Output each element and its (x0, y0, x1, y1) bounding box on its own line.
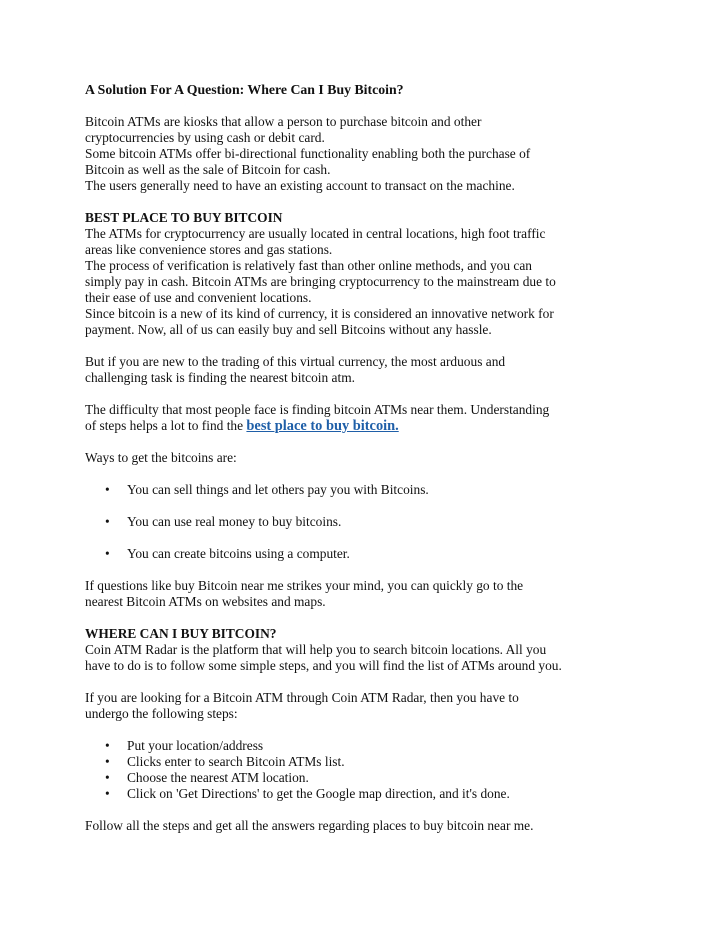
list-item (85, 514, 645, 530)
list-item (85, 738, 645, 754)
document-page (85, 82, 645, 850)
intro-line: cryptocurrencies by using cash or debit card. (85, 130, 325, 145)
bullet-icon: • (105, 738, 110, 753)
list-item (85, 482, 645, 498)
list-item-text: You can sell things and let others pay you with Bitcoins. (127, 482, 429, 497)
intro-line: Bitcoin ATMs are kiosks that allow a person to purchase bitcoin and other (85, 114, 482, 129)
questions-paragraph (85, 578, 645, 610)
list-item (85, 770, 645, 786)
where-line: Coin ATM Radar is the platform that will help you to search bitcoin locations. All you (85, 642, 547, 657)
difficulty-line-2 (85, 418, 645, 434)
difficulty-line: The difficulty that most people face is finding bitcoin ATMs near them. Understanding (85, 402, 550, 417)
bullet-icon: • (105, 770, 110, 785)
list-item (85, 786, 645, 802)
intro-paragraph (85, 114, 645, 194)
bullet-icon: • (105, 514, 110, 529)
list-item-text: Click on 'Get Directions' to get the Google map direction, and it's done. (127, 786, 510, 801)
where-section (85, 626, 645, 674)
list-item-text: Put your location/address (127, 738, 264, 753)
list-item-text: Choose the nearest ATM location. (127, 770, 309, 785)
list-item (85, 546, 645, 562)
questions-line: If questions like buy Bitcoin near me strikes your mind, you can quickly go to the (85, 578, 524, 593)
intro-line: Bitcoin as well as the sale of Bitcoin for cash. (85, 162, 331, 177)
best-place-line: their ease of use and convenient locations. (85, 290, 312, 305)
difficulty-paragraph (85, 402, 645, 434)
best-place-line: Since bitcoin is a new of its kind of currency, it is considered an innovative network for (85, 306, 554, 321)
bullet-icon: • (105, 754, 110, 769)
document-title: A Solution For A Question: Where Can I Buy Bitcoin? (85, 82, 404, 97)
intro-line: The users generally need to have an existing account to transact on the machine. (85, 178, 515, 193)
difficulty-prefix: of steps helps a lot to find the (85, 418, 247, 433)
best-place-line: The ATMs for cryptocurrency are usually located in central locations, high foot traffic (85, 226, 546, 241)
bullet-icon: • (105, 482, 110, 497)
list-item-text: You can create bitcoins using a computer. (127, 546, 350, 561)
best-place-line: simply pay in cash. Bitcoin ATMs are bringing cryptocurrency to the mainstream due to (85, 274, 556, 289)
best-place-section (85, 210, 645, 338)
steps-list (85, 738, 645, 802)
closing-paragraph: Follow all the steps and get all the answers regarding places to buy bitcoin near me. (85, 818, 534, 833)
new-trader-paragraph (85, 354, 645, 386)
bullet-icon: • (105, 546, 110, 561)
intro-line: Some bitcoin ATMs offer bi-directional functionality enabling both the purchase of (85, 146, 531, 161)
list-item (85, 754, 645, 770)
new-trader-line: challenging task is finding the nearest bitcoin atm. (85, 370, 355, 385)
list-item-text: You can use real money to buy bitcoins. (127, 514, 342, 529)
best-place-line: areas like convenience stores and gas stations. (85, 242, 333, 257)
ways-list (85, 482, 645, 562)
bullet-icon: • (105, 786, 110, 801)
where-heading: WHERE CAN I BUY BITCOIN? (85, 626, 277, 641)
best-place-heading: BEST PLACE TO BUY BITCOIN (85, 210, 283, 225)
looking-paragraph (85, 690, 645, 722)
questions-line: nearest Bitcoin ATMs on websites and maps. (85, 594, 326, 609)
new-trader-line: But if you are new to the trading of this virtual currency, the most arduous and (85, 354, 506, 369)
looking-line: If you are looking for a Bitcoin ATM through Coin ATM Radar, then you have to (85, 690, 519, 705)
best-place-line: payment. Now, all of us can easily buy and sell Bitcoins without any hassle. (85, 322, 492, 337)
best-place-line: The process of verification is relatively fast than other online methods, and you can (85, 258, 532, 273)
best-place-link[interactable]: best place to buy bitcoin. (246, 418, 399, 434)
ways-intro: Ways to get the bitcoins are: (85, 450, 237, 465)
where-line: have to do is to follow some simple steps, and you will find the list of ATMs around you. (85, 658, 562, 673)
looking-line: undergo the following steps: (85, 706, 238, 721)
list-item-text: Clicks enter to search Bitcoin ATMs list. (127, 754, 345, 769)
